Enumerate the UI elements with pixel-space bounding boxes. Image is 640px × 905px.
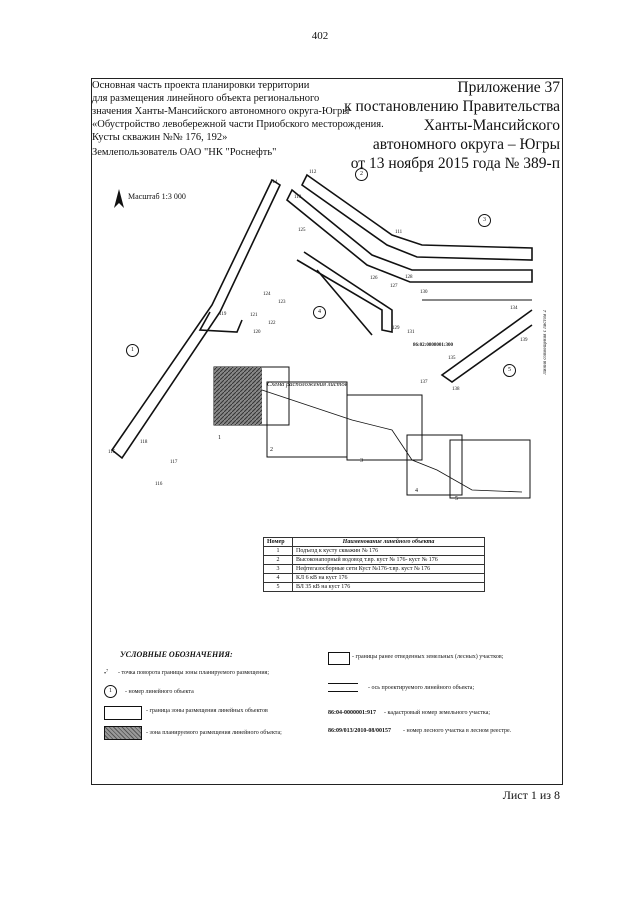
point-number: 113	[294, 195, 302, 200]
sheet-2-frame	[267, 382, 347, 457]
table-header-row	[264, 538, 485, 547]
legend-item: - точка поворота границы зоны планируемого размещения;	[118, 670, 269, 676]
objects-table	[263, 537, 485, 592]
point-number: 111	[395, 230, 403, 235]
point-number: 134	[510, 306, 518, 311]
sheet-number: 4	[415, 488, 418, 494]
point-number: 138	[452, 387, 460, 392]
table-row	[264, 556, 485, 565]
legend-item: - ось проектируемого линейного объекта;	[368, 685, 475, 691]
page-number: 402	[311, 30, 329, 42]
legend-item: - номер лесного участка в лесном реестре.	[403, 728, 512, 734]
point-number: 122	[268, 321, 276, 326]
planned-zone-swatch	[104, 726, 142, 740]
point-number: 121	[250, 313, 258, 318]
zone-boundary	[302, 175, 532, 260]
point-number: 124	[263, 292, 271, 297]
zone-boundary-swatch	[104, 706, 142, 720]
appendix-title: Приложение 37	[457, 79, 560, 96]
project-title-line: Кусты скважин №№ 176, 192»	[92, 132, 228, 143]
table-cell: 3	[264, 565, 293, 574]
project-title-line: Основная часть проекта планировки территории	[92, 80, 310, 91]
sheet-number: 1	[218, 435, 221, 441]
object-marker: 5	[503, 364, 516, 377]
point-number: 137	[420, 380, 428, 385]
legend-item: - номер линейного объекта	[125, 689, 194, 695]
project-title-line: «Обустройство левобережной части Приобского месторождения.	[92, 119, 384, 130]
cadastral-sample: 86:04-0000001:917	[328, 710, 376, 716]
table-cell: Нефтегазосборные сети Куст №176-т.вр. куст № 176	[293, 565, 485, 574]
table-row	[264, 583, 485, 592]
table-cell: 1	[264, 547, 293, 556]
scheme-title: Схема расположения листов	[267, 381, 348, 388]
legend-item: - граница зоны размещения линейных объектов	[146, 708, 268, 714]
point-number: 139	[520, 338, 528, 343]
appendix-line: к постановлению Правительства	[344, 98, 560, 115]
table-cell: КЛ 6 кВ на куст 176	[293, 574, 485, 583]
point-number: 125	[298, 228, 306, 233]
turn-point-icon: •$^7$	[104, 668, 109, 677]
project-title-block	[92, 79, 384, 159]
project-title-line: значения Ханты-Мансийского автономного округа-Югры	[92, 106, 350, 117]
object-marker: 2	[355, 168, 368, 181]
point-number: 112	[309, 170, 317, 175]
appendix-line: Ханты-Мансийского	[423, 117, 560, 134]
sheet-number: 3	[360, 458, 363, 464]
zone-boundary	[442, 310, 532, 382]
forest-sample: 86:09/013/2010-08/00157	[328, 728, 391, 734]
point-number: 115	[108, 450, 116, 455]
legend-title: УСЛОВНЫЕ ОБОЗНАЧЕНИЯ:	[120, 650, 233, 659]
table-header-cell: Наименование линейного объекта	[293, 538, 485, 547]
point-number: 120	[253, 330, 261, 335]
table-row	[264, 547, 485, 556]
cadastral-number-label: 86:02:0808001:300	[413, 343, 453, 348]
sheet-number: 5	[455, 496, 458, 502]
project-title-line: для размещения линейного объекта регионального	[92, 93, 320, 104]
plan-drawing	[92, 160, 560, 510]
point-number: 127	[390, 284, 398, 289]
table-cell: ВЛ 35 кВ на куст 176	[293, 583, 485, 592]
appendix-line: автономного округа – Югры	[372, 136, 560, 153]
point-number: 135	[448, 356, 456, 361]
point-number: 126	[370, 276, 378, 281]
object-marker: 3	[478, 214, 491, 227]
appendix-line: от 13 ноября 2015 года № 389-п	[350, 155, 560, 172]
table-cell: Подъезд к кусту скважин № 176	[293, 547, 485, 556]
point-number: 123	[278, 300, 286, 305]
point-number: 114	[270, 180, 278, 185]
point-number: 128	[405, 275, 413, 280]
point-number: 116	[155, 482, 163, 487]
table-cell: 5	[264, 583, 293, 592]
point-number: 129	[392, 326, 400, 331]
current-sheet-hatch	[214, 367, 262, 425]
table-row	[264, 574, 485, 583]
legend-item: - кадастровый номер земельного участка;	[384, 710, 491, 716]
point-number: 118	[140, 440, 148, 445]
sheet-4-frame	[407, 435, 462, 495]
zone-boundary	[287, 190, 532, 282]
combine-line-label: Линия совмещения с листом 2	[543, 310, 548, 375]
legend-item: - зона планируемого размещения линейного объекта;	[146, 730, 282, 736]
axis-line-swatch	[328, 683, 358, 692]
object-marker: 4	[313, 306, 326, 319]
point-number: 131	[407, 330, 415, 335]
sheet-counter: Лист 1 из 8	[502, 788, 560, 802]
table-row	[264, 565, 485, 574]
point-number: 130	[420, 290, 428, 295]
sheet-3-frame	[347, 395, 422, 460]
point-number: 117	[170, 460, 178, 465]
object-marker: 1	[126, 344, 139, 357]
table-cell: Высоконапорный водовод т.вр. куст № 176- куст № 176	[293, 556, 485, 565]
route-axis	[262, 390, 522, 492]
object-number-icon: 1	[104, 685, 117, 698]
land-user-line: Землепользователь ОАО "НК "Роснефть"	[92, 147, 277, 158]
scale-label: Масштаб 1:3 000	[128, 192, 186, 201]
point-number: 119	[219, 312, 227, 317]
appendix-block	[344, 78, 560, 173]
legend-item: - границы ранее отведенных земельных (лесных) участков;	[352, 654, 504, 660]
zone-boundary	[297, 252, 392, 332]
zone-boundary	[317, 270, 372, 335]
prior-allotment-swatch	[328, 652, 350, 665]
table-cell: 2	[264, 556, 293, 565]
table-cell: 4	[264, 574, 293, 583]
table-header-cell: Номер	[264, 538, 293, 547]
sheet-number: 2	[270, 447, 273, 453]
